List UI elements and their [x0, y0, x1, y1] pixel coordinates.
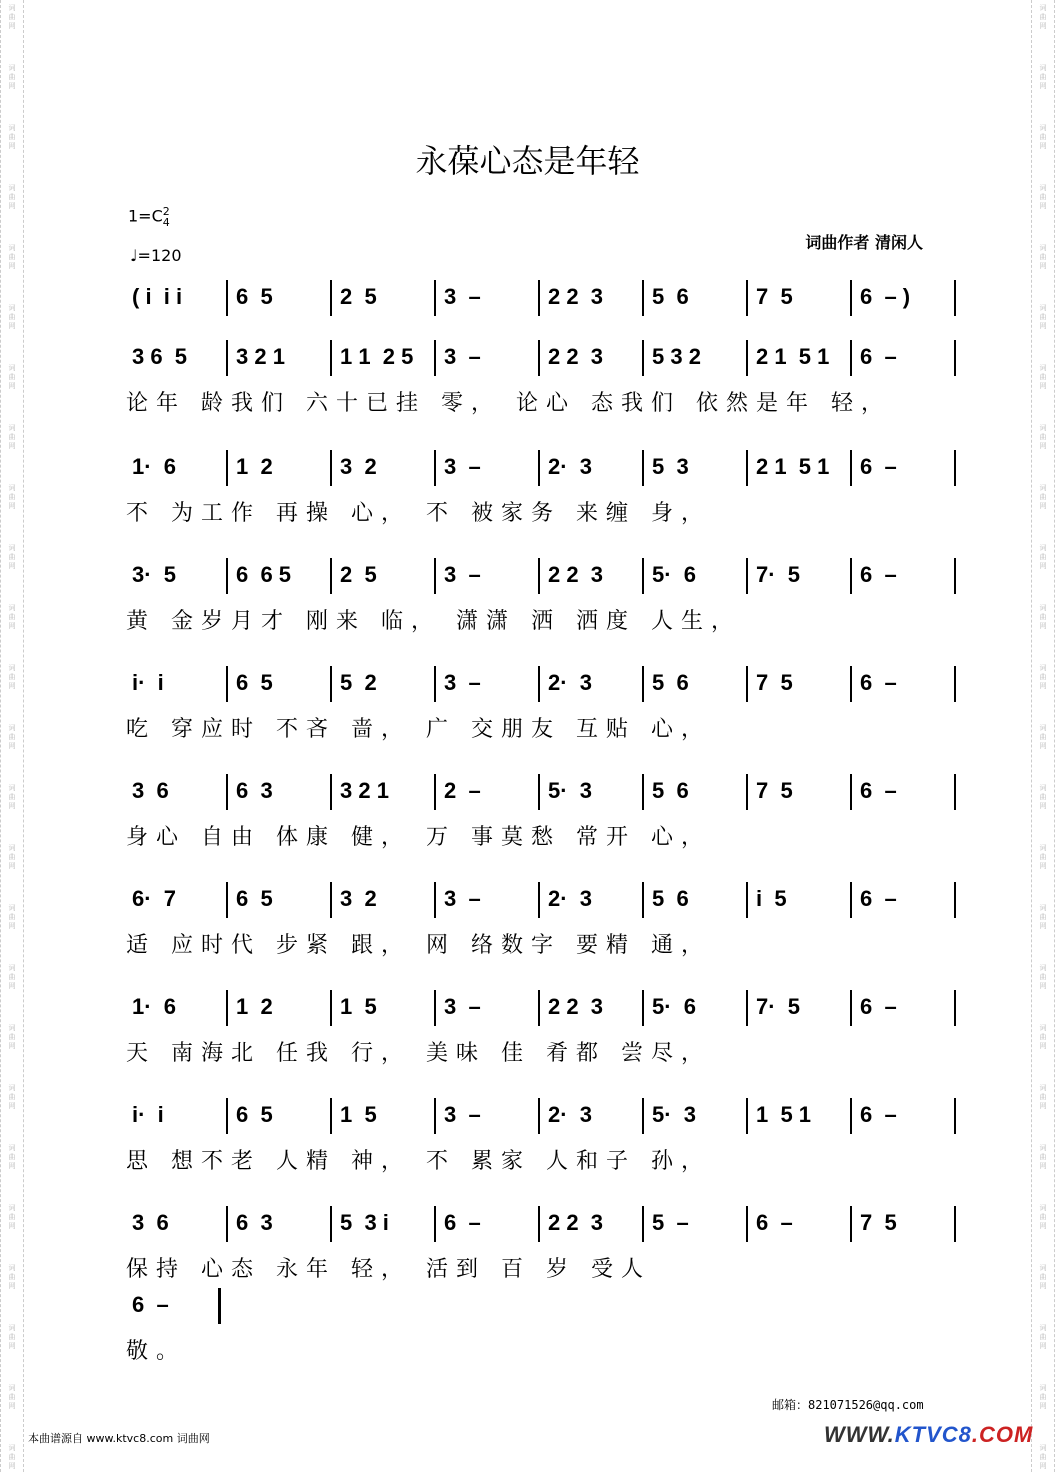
- measure: 2 2 3: [548, 562, 604, 587]
- bar-line: [538, 558, 540, 594]
- watermark-mark: 词 曲 网: [1039, 424, 1047, 450]
- measure: 2 2 3: [548, 344, 604, 369]
- bar-line: [954, 558, 956, 594]
- bar-line: [850, 1206, 852, 1242]
- watermark-mark: 词 曲 网: [8, 1444, 16, 1470]
- watermark-mark: 词 曲 网: [1039, 124, 1047, 150]
- measure: 1 1 2 5: [340, 344, 414, 369]
- measure: 3 6: [132, 1210, 169, 1235]
- bar-line: [954, 450, 956, 486]
- key-label: 1=C: [128, 206, 163, 226]
- measure: 6 6 5: [236, 562, 292, 587]
- bar-line: [642, 558, 644, 594]
- measure: 3 2: [340, 886, 377, 911]
- lyric-line: 不 为工作 再操 心， 不 被家务 来缠 身，: [126, 501, 711, 526]
- bar-line: [226, 280, 228, 316]
- measure: 3 2: [340, 454, 377, 479]
- bar-line: [642, 1206, 644, 1242]
- measure: 7· 5: [756, 994, 801, 1019]
- measure: 3 –: [444, 454, 481, 479]
- measure: 2 –: [444, 778, 481, 803]
- watermark-mark: 词 曲 网: [8, 904, 16, 930]
- bar-line: [330, 666, 332, 702]
- bar-line: [746, 280, 748, 316]
- measure: 3· 5: [132, 562, 177, 587]
- watermark-mark: 词 曲 网: [1039, 724, 1047, 750]
- watermark-mark: 词 曲 网: [1039, 784, 1047, 810]
- bar-line: [746, 340, 748, 376]
- lyric-line: 黄 金岁月才 刚来 临， 潇潇 洒 洒度 人生，: [126, 609, 741, 634]
- watermark-mark: 词 曲 网: [8, 604, 16, 630]
- bar-line: [642, 666, 644, 702]
- measure: 3 –: [444, 1102, 481, 1127]
- bar-line: [434, 666, 436, 702]
- measure: 7· 5: [756, 562, 801, 587]
- watermark-mark: 词 曲 网: [8, 1084, 16, 1110]
- bar-line: [434, 1206, 436, 1242]
- measure: 3 –: [444, 886, 481, 911]
- watermark-mark: 词 曲 网: [8, 124, 16, 150]
- measure: 5· 3: [652, 1102, 697, 1127]
- measure: 1 2: [236, 454, 273, 479]
- measure: 1 5: [340, 994, 377, 1019]
- site-logo: [824, 1422, 1033, 1448]
- bar-line: [330, 280, 332, 316]
- key-signature: [128, 206, 170, 228]
- bar-line: [746, 882, 748, 918]
- lyric-line: 思 想不老 人精 神， 不 累家 人和子 孙，: [126, 1149, 711, 1174]
- measure: 3 –: [444, 562, 481, 587]
- measure: 3 –: [444, 344, 481, 369]
- measure: 5 3: [652, 454, 689, 479]
- bar-line: [954, 990, 956, 1026]
- watermark-mark: 词 曲 网: [1039, 184, 1047, 210]
- measure: 6 –: [860, 670, 897, 695]
- author-credit: 词曲作者 清闲人: [805, 233, 923, 252]
- bar-line: [746, 1098, 748, 1134]
- bar-line: [330, 340, 332, 376]
- watermark-mark: 词 曲 网: [8, 1264, 16, 1290]
- bar-line: [226, 450, 228, 486]
- measure: 6 –: [132, 1292, 169, 1317]
- measure: 3 –: [444, 284, 481, 309]
- measure: 6 3: [236, 1210, 273, 1235]
- bar-line: [642, 340, 644, 376]
- measure: 2 5: [340, 284, 377, 309]
- measure: 6 –: [860, 454, 897, 479]
- bar-line: [330, 774, 332, 810]
- bar-line: [642, 882, 644, 918]
- lyric-line: 天 南海北 任我 行， 美味 佳 肴都 尝尽，: [126, 1041, 711, 1066]
- measure: 2 1 5 1: [756, 344, 830, 369]
- watermark-mark: 词 曲 网: [8, 484, 16, 510]
- measure: 2 2 3: [548, 284, 604, 309]
- bar-line: [538, 774, 540, 810]
- watermark-mark: 词 曲 网: [8, 364, 16, 390]
- measure: 2· 3: [548, 454, 593, 479]
- measure: 7 5: [756, 284, 793, 309]
- bar-line: [954, 774, 956, 810]
- measure: i· i: [132, 1102, 164, 1127]
- measure: 6 –: [756, 1210, 793, 1235]
- bar-line: [434, 774, 436, 810]
- bar-line: [330, 1206, 332, 1242]
- final-bar-line: [218, 1288, 221, 1324]
- notation-row: [126, 450, 966, 492]
- bar-line: [538, 340, 540, 376]
- measure: 6 –: [860, 1102, 897, 1127]
- measure: 3 –: [444, 670, 481, 695]
- logo-part-com: .COM: [971, 1422, 1034, 1447]
- measure: 1· 6: [132, 994, 177, 1019]
- time-sig-denominator: 4: [162, 216, 170, 229]
- notation-row: [126, 1098, 966, 1140]
- time-signature: [163, 206, 170, 228]
- bar-line: [746, 1206, 748, 1242]
- bar-line: [850, 280, 852, 316]
- bar-line: [226, 990, 228, 1026]
- watermark-mark: 词 曲 网: [1039, 1324, 1047, 1350]
- measure: 7 5: [860, 1210, 897, 1235]
- measure: 6 –: [860, 994, 897, 1019]
- watermark-mark: 词 曲 网: [8, 844, 16, 870]
- bar-line: [850, 1098, 852, 1134]
- watermark-mark: 词 曲 网: [1039, 484, 1047, 510]
- measure: 5 3 i: [340, 1210, 389, 1235]
- bar-line: [642, 450, 644, 486]
- bar-line: [954, 666, 956, 702]
- measure: 2 2 3: [548, 1210, 604, 1235]
- measure: 2 1 5 1: [756, 454, 830, 479]
- watermark-mark: 词 曲 网: [1039, 1024, 1047, 1050]
- bar-line: [746, 450, 748, 486]
- watermark-mark: 词 曲 网: [1039, 844, 1047, 870]
- notation-row: [126, 1288, 966, 1330]
- email-text: 邮箱：821071526@qq.com: [772, 1398, 924, 1412]
- watermark-mark: 词 曲 网: [8, 1324, 16, 1350]
- watermark-mark: 词 曲 网: [8, 64, 16, 90]
- measure: 3 2 1: [340, 778, 389, 803]
- bar-line: [226, 666, 228, 702]
- left-watermark-strip: [0, 0, 24, 1472]
- measure: 6 – ): [860, 284, 911, 309]
- bar-line: [538, 1098, 540, 1134]
- lyric-line: 论年 龄我们 六十已挂 零， 论心 态我们 依然是年 轻，: [126, 391, 891, 416]
- measure: i 5: [756, 886, 787, 911]
- bar-line: [642, 990, 644, 1026]
- logo-part-ktvc8: KTVC8: [894, 1422, 972, 1447]
- watermark-mark: 词 曲 网: [8, 184, 16, 210]
- measure: 5 6: [652, 886, 689, 911]
- watermark-mark: 词 曲 网: [8, 4, 16, 30]
- bar-line: [538, 1206, 540, 1242]
- bar-line: [434, 1098, 436, 1134]
- lyric-line: 身心 自由 体康 健， 万 事莫愁 常开 心，: [126, 825, 711, 850]
- bar-line: [746, 666, 748, 702]
- watermark-mark: 词 曲 网: [1039, 1444, 1047, 1470]
- measure: 7 5: [756, 670, 793, 695]
- measure: 1 5 1: [756, 1102, 812, 1127]
- watermark-mark: 词 曲 网: [1039, 244, 1047, 270]
- bar-line: [434, 280, 436, 316]
- watermark-mark: 词 曲 网: [8, 304, 16, 330]
- notation-row: [126, 1206, 966, 1248]
- watermark-mark: 词 曲 网: [8, 784, 16, 810]
- bar-line: [642, 280, 644, 316]
- watermark-mark: 词 曲 网: [1039, 604, 1047, 630]
- watermark-mark: 词 曲 网: [1039, 64, 1047, 90]
- bar-line: [330, 1098, 332, 1134]
- measure: 6 3: [236, 778, 273, 803]
- watermark-mark: 词 曲 网: [1039, 904, 1047, 930]
- bar-line: [954, 882, 956, 918]
- bar-line: [746, 990, 748, 1026]
- measure: 2 2 3: [548, 994, 604, 1019]
- bar-line: [850, 666, 852, 702]
- bar-line: [538, 882, 540, 918]
- bar-line: [226, 774, 228, 810]
- bar-line: [226, 1206, 228, 1242]
- measure: 3 2 1: [236, 344, 285, 369]
- watermark-mark: 词 曲 网: [1039, 1084, 1047, 1110]
- lyric-line: 敬。: [126, 1339, 187, 1364]
- bar-line: [954, 1098, 956, 1134]
- bar-line: [642, 1098, 644, 1134]
- bar-line: [954, 340, 956, 376]
- tempo-marking: ♩=120: [130, 246, 182, 265]
- measure: 5 6: [652, 670, 689, 695]
- measure: 7 5: [756, 778, 793, 803]
- watermark-mark: 词 曲 网: [8, 424, 16, 450]
- measure: 3 6: [132, 778, 169, 803]
- measure: 5 3 2: [652, 344, 701, 369]
- bar-line: [434, 990, 436, 1026]
- watermark-mark: 词 曲 网: [8, 1024, 16, 1050]
- bar-line: [538, 450, 540, 486]
- lyric-line: 吃 穿应时 不吝 啬， 广 交朋友 互贴 心，: [126, 717, 711, 742]
- time-sig-numerator: 2: [162, 205, 170, 218]
- watermark-mark: 词 曲 网: [1039, 964, 1047, 990]
- measure: 1 5: [340, 1102, 377, 1127]
- watermark-mark: 词 曲 网: [1039, 364, 1047, 390]
- watermark-mark: 词 曲 网: [8, 1384, 16, 1410]
- bar-line: [954, 280, 956, 316]
- measure: 6 –: [860, 562, 897, 587]
- measure: 6 –: [860, 344, 897, 369]
- bar-line: [850, 450, 852, 486]
- measure: 5 6: [652, 778, 689, 803]
- bar-line: [434, 882, 436, 918]
- bar-line: [434, 558, 436, 594]
- page-title: 永葆心态是年轻: [415, 142, 640, 180]
- logo-part-www: WWW.: [824, 1422, 895, 1447]
- measure: 2 5: [340, 562, 377, 587]
- measure: 5· 6: [652, 562, 697, 587]
- bar-line: [746, 774, 748, 810]
- watermark-mark: 词 曲 网: [8, 1204, 16, 1230]
- bar-line: [850, 558, 852, 594]
- notation-row: [126, 340, 966, 382]
- bar-line: [850, 774, 852, 810]
- watermark-mark: 词 曲 网: [8, 1144, 16, 1170]
- notation-row: [126, 280, 966, 322]
- measure: 3 –: [444, 994, 481, 1019]
- watermark-mark: 词 曲 网: [1039, 1204, 1047, 1230]
- bar-line: [434, 340, 436, 376]
- measure: 5 6: [652, 284, 689, 309]
- measure: 6 5: [236, 1102, 273, 1127]
- measure: 6 5: [236, 670, 273, 695]
- measure: 2· 3: [548, 886, 593, 911]
- notation-row: [126, 558, 966, 600]
- lyric-line: 保持 心态 永年 轻， 活到 百 岁 受人: [126, 1257, 651, 1282]
- bar-line: [954, 1206, 956, 1242]
- watermark-mark: 词 曲 网: [1039, 304, 1047, 330]
- measure: 5· 3: [548, 778, 593, 803]
- measure: 2· 3: [548, 670, 593, 695]
- measure: 6 5: [236, 284, 273, 309]
- bar-line: [538, 990, 540, 1026]
- measure: 5 2: [340, 670, 377, 695]
- watermark-mark: 词 曲 网: [8, 544, 16, 570]
- bar-line: [850, 882, 852, 918]
- bar-line: [538, 280, 540, 316]
- notation-row: [126, 882, 966, 924]
- watermark-mark: 词 曲 网: [1039, 1264, 1047, 1290]
- watermark-mark: 词 曲 网: [1039, 544, 1047, 570]
- watermark-mark: 词 曲 网: [8, 244, 16, 270]
- bar-line: [538, 666, 540, 702]
- watermark-mark: 词 曲 网: [8, 724, 16, 750]
- lyric-line: 适 应时代 步紧 跟， 网 络数字 要精 通，: [126, 933, 711, 958]
- watermark-mark: 词 曲 网: [1039, 1384, 1047, 1410]
- measure: 5· 6: [652, 994, 697, 1019]
- measure: 6 –: [444, 1210, 481, 1235]
- measure: 3 6 5: [132, 344, 188, 369]
- bar-line: [226, 340, 228, 376]
- watermark-mark: 词 曲 网: [1039, 664, 1047, 690]
- measure: i· i: [132, 670, 164, 695]
- measure: 6 –: [860, 886, 897, 911]
- bar-line: [434, 450, 436, 486]
- bar-line: [226, 558, 228, 594]
- notation-row: [126, 666, 966, 708]
- measure: 1· 6: [132, 454, 177, 479]
- measure: 5 –: [652, 1210, 689, 1235]
- bar-line: [330, 450, 332, 486]
- bar-line: [850, 340, 852, 376]
- bar-line: [642, 774, 644, 810]
- notation-row: [126, 990, 966, 1032]
- footer-source: 本曲谱源自 www.ktvc8.com 词曲网: [28, 1432, 210, 1445]
- bar-line: [330, 882, 332, 918]
- right-watermark-strip: [1031, 0, 1055, 1472]
- bar-line: [850, 990, 852, 1026]
- watermark-mark: 词 曲 网: [1039, 4, 1047, 30]
- measure: ( i i i: [132, 284, 183, 309]
- watermark-mark: 词 曲 网: [8, 964, 16, 990]
- measure: 2· 3: [548, 1102, 593, 1127]
- bar-line: [226, 882, 228, 918]
- watermark-mark: 词 曲 网: [1039, 1144, 1047, 1170]
- watermark-mark: 词 曲 网: [8, 664, 16, 690]
- measure: 6· 7: [132, 886, 177, 911]
- measure: 6 5: [236, 886, 273, 911]
- bar-line: [746, 558, 748, 594]
- notation-row: [126, 774, 966, 816]
- bar-line: [330, 558, 332, 594]
- bar-line: [330, 990, 332, 1026]
- measure: 1 2: [236, 994, 273, 1019]
- measure: 6 –: [860, 778, 897, 803]
- bar-line: [226, 1098, 228, 1134]
